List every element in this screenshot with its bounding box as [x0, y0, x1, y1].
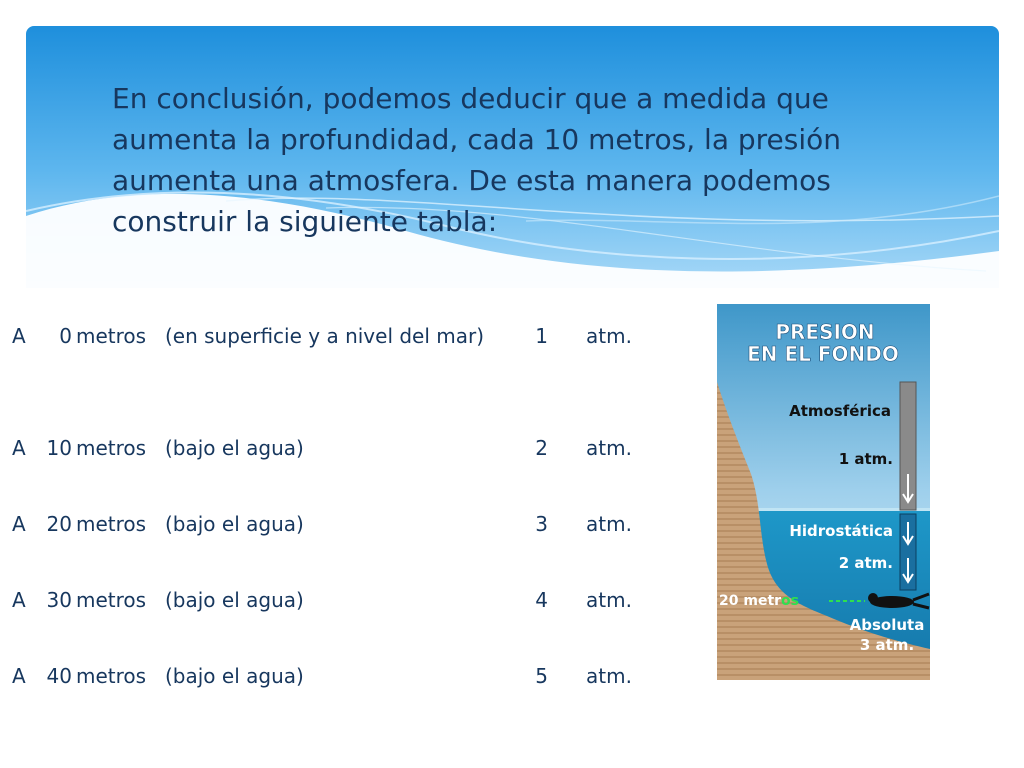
row-atm-value: 4 — [535, 588, 548, 612]
depth-label-green: os — [781, 593, 799, 609]
row-atm-unit: atm. — [586, 664, 632, 688]
row-depth: 10 — [46, 436, 72, 460]
row-unit: metros — [76, 436, 147, 460]
atmospheric-label: Atmosférica — [789, 402, 891, 420]
row-atm-unit: atm. — [586, 436, 632, 460]
row-atm-unit: atm. — [586, 324, 632, 348]
row-atm-value: 3 — [535, 512, 548, 536]
row-depth: 0 — [59, 324, 72, 348]
row-depth: 20 — [46, 512, 72, 536]
row-description: (en superficie y a nivel del mar) — [165, 324, 485, 348]
row-description: (bajo el agua) — [165, 436, 304, 460]
row-prefix: A — [12, 664, 26, 688]
row-atm-value: 5 — [535, 664, 548, 688]
row-description: (bajo el agua) — [165, 664, 304, 688]
row-depth: 40 — [46, 664, 72, 688]
row-unit: metros — [76, 512, 147, 536]
slide-title: En conclusión, podemos deducir que a medida que aumenta la profundidad, cada 10 metros, la presión aumenta una atmosfera. De esta manera podemos construir la siguiente tabla: — [112, 82, 842, 238]
absolute-value: 3 atm. — [859, 636, 915, 654]
row-description: (bajo el agua) — [165, 512, 304, 536]
depth-label — [719, 593, 799, 609]
row-prefix: A — [12, 324, 26, 348]
depth-label-white: 20 metr — [719, 593, 782, 609]
diagram-title-line2: EN EL FONDO — [747, 342, 899, 366]
row-unit: metros — [76, 664, 147, 688]
atmospheric-value: 1 atm. — [838, 450, 893, 468]
row-depth: 30 — [46, 588, 72, 612]
row-atm-unit: atm. — [586, 588, 632, 612]
pressure-diagram — [717, 304, 930, 680]
row-unit: metros — [76, 324, 147, 348]
row-unit: metros — [76, 588, 147, 612]
row-atm-unit: atm. — [586, 512, 632, 536]
absolute-label: Absoluta — [849, 616, 925, 634]
row-atm-value: 2 — [535, 436, 548, 460]
row-description: (bajo el agua) — [165, 588, 304, 612]
hydrostatic-label: Hidrostática — [789, 522, 893, 540]
row-prefix: A — [12, 436, 26, 460]
hydrostatic-value: 2 atm. — [838, 554, 893, 572]
diagram-title-line1: PRESION — [775, 320, 875, 344]
row-prefix: A — [12, 512, 26, 536]
row-prefix: A — [12, 588, 26, 612]
row-atm-value: 1 — [535, 324, 548, 348]
